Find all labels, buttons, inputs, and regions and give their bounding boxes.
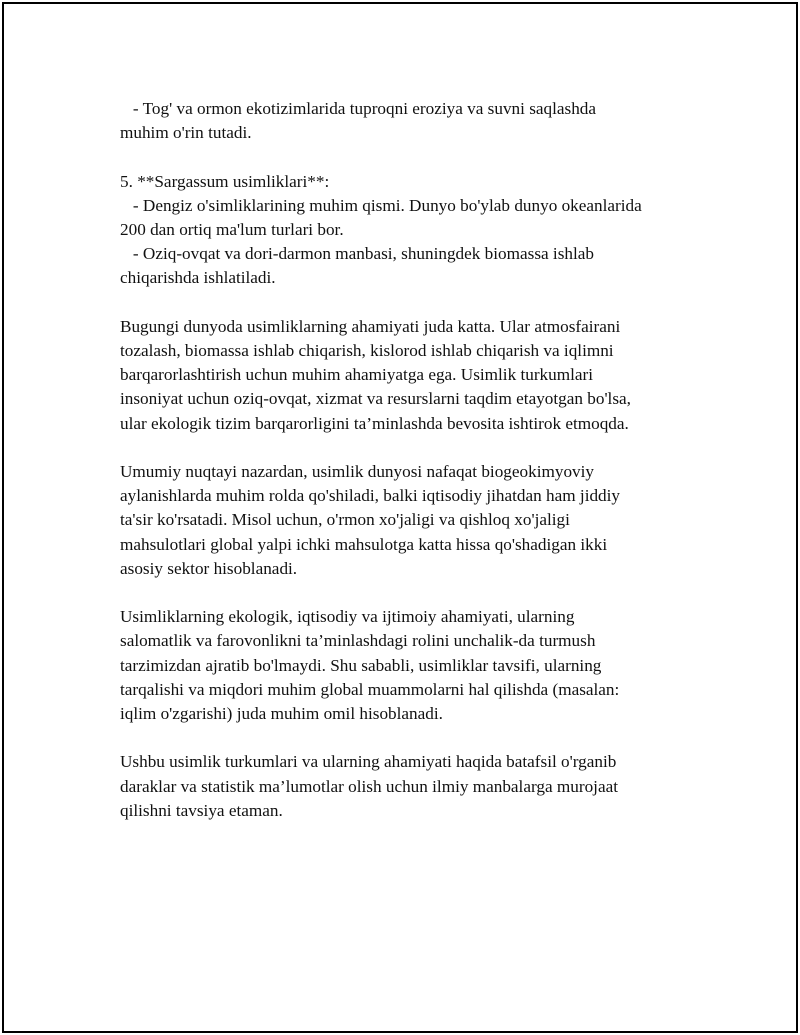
paragraph-recommendation <box>120 750 690 823</box>
text-line: salomatlik va farovonlikni ta’minlashdagi rolini unchalik-da turmush <box>120 631 596 651</box>
text-line: muhim o'rin tutadi. <box>120 123 252 143</box>
text-line: Umumiy nuqtayi nazardan, usimlik dunyosi nafaqat biogeokimyoviy <box>120 462 595 481</box>
text-line: qilishni tavsiya etaman. <box>120 800 283 820</box>
paragraph-importance <box>120 315 690 436</box>
text-line: - Dengiz o'simliklarining muhim qismi. Dunyo bo'ylab dunyo okeanlarida <box>120 195 642 215</box>
text-line: tarzimizdan ajratib bo'lmaydi. Shu sababli, usimliklar tavsifi, ularning <box>120 655 602 675</box>
paragraph-economic <box>120 460 690 581</box>
text-line: Bugungi dunyoda usimliklarning ahamiyati juda katta. Ular atmosfairani <box>120 316 621 336</box>
text-line: tozalash, biomassa ishlab chiqarish, kislorod ishlab chiqarish va iqlimni <box>120 341 614 360</box>
page-frame <box>2 2 798 1033</box>
text-line: - Tog' va ormon ekotizimlarida tuproqni eroziya va suvni saqlashda <box>120 99 597 118</box>
text-line: ta'sir ko'rsatadi. Misol uchun, o'rmon xo'jaligi va qishloq xo'jaligi <box>120 510 570 530</box>
text-line: mahsulotlari global yalpi ichki mahsulotga katta hissa qo'shadigan ikki <box>120 534 608 554</box>
paragraph-erosion-continuation <box>120 97 690 145</box>
text-line: ular ekologik tizim barqarorligini ta’minlashda bevosita ishtirok etmoqda. <box>120 413 629 433</box>
text-line: asosiy sektor hisoblanadi. <box>120 558 298 578</box>
list-heading: 5. **Sargassum usimliklari**: <box>120 171 330 191</box>
paragraph-social <box>120 605 690 726</box>
text-line: Usimliklarning ekologik, iqtisodiy va ijtimoiy ahamiyati, ularning <box>120 607 575 627</box>
text-line: chiqarishda ishlatiladi. <box>120 268 276 288</box>
text-line: 200 dan ortiq ma'lum turlari bor. <box>120 220 344 239</box>
text-line: aylanishlarda muhim rolda qo'shiladi, balki iqtisodiy jihatdan ham jiddiy <box>120 486 621 506</box>
text-line: tarqalishi va miqdori muhim global muammolarni hal qilishda (masalan: <box>120 679 620 699</box>
text-line: barqarorlashtirish uchun muhim ahamiyatga ega. Usimlik turkumlari <box>120 365 594 385</box>
document-body <box>120 97 690 847</box>
text-line: daraklar va statistik ma’lumotlar olish uchun ilmiy manbalarga murojaat <box>120 776 618 796</box>
text-line: Ushbu usimlik turkumlari va ularning ahamiyati haqida batafsil o'rganib <box>120 752 617 772</box>
text-line: insoniyat uchun oziq-ovqat, xizmat va resurslarni taqdim etayotgan bo'lsa, <box>120 389 631 409</box>
text-line: - Oziq-ovqat va dori-darmon manbasi, shuningdek biomassa ishlab <box>120 244 594 264</box>
text-line: iqlim o'zgarishi) juda muhim omil hisoblanadi. <box>120 704 443 724</box>
list-item-sargassum <box>120 170 690 291</box>
